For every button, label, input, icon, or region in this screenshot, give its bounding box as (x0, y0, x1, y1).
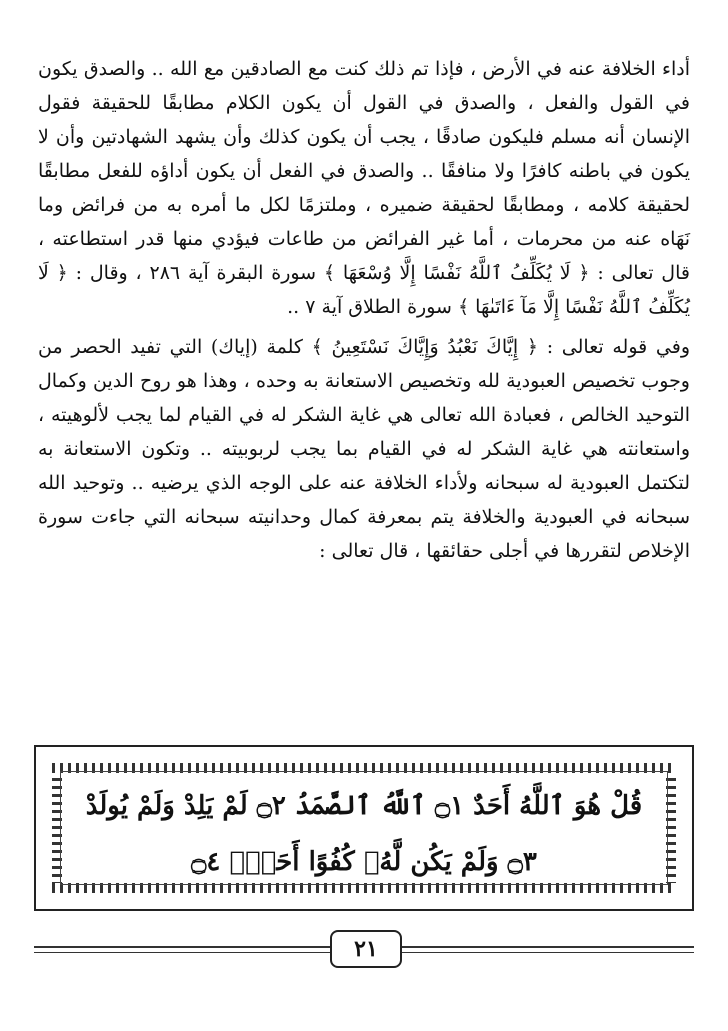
page-number: ٢١ (330, 930, 402, 968)
quran-verses: قُلْ هُوَ ٱللَّهُ أَحَدٌ ۝١ ٱللَّهُ ٱلصَّمَدُ ۝٢ لَمْ يَلِدْ وَلَمْ يُولَدْ ۝٣ وَلَمْ يَكُن لَّهُۥ كُفُوًا أَحَدٌۢ ۝٤ (60, 771, 668, 885)
body-text (38, 52, 690, 568)
paragraph-1: أداء الخلافة عنه في الأرض ، فإذا تم ذلك كنت مع الصادقين مع الله .. والصدق يكون في القول والفعل ، والصدق في القول أن يكون الكلام مطابقًا للحقيقة فقول الإنسان أنه مسلم فليكون صادقًا ، يجب أن يكون كذلك وأن يشهد الشهادتين وأن لا يكون في باطنه كافرًا ولا منافقًا .. والصدق في الفعل أن يكون أداؤه للفعل مطابقًا لحقيقة كلامه ، ومطابقًا لحقيقة ضميره ، وملتزمًا لكل ما أمره به من فرائض وما نَهَاه عنه من محرمات ، أما غير الفرائض من طاعات فيؤدي منها قدر استطاعته ، قال تعالى : ﴿ لَا يُكَلِّفُ ٱللَّهُ نَفْسًا إِلَّا وُسْعَهَا ﴾ سورة البقرة آية ٢٨٦ ، وقال : ﴿ لَا يُكَلِّفُ ٱللَّهُ نَفْسًا إِلَّا مَآ ءَاتَىٰهَا ﴾ سورة الطلاق آية ٧ .. (38, 58, 690, 318)
paragraph-2: وفي قوله تعالى : ﴿ إِيَّاكَ نَعْبُدُ وَإِيَّاكَ نَسْتَعِينُ ﴾ كلمة (إياك) التي تفيد الحصر من وجوب تخصيص العبودية لله وتخصيص الاستعانة به وحده ، وهذا هو روح الدين وكمال التوحيد الخالص ، فعبادة الله تعالى هي غاية الشكر له في القيام لما يجب لألوهيته ، واستعانته هي غاية الشكر له في القيام بما يجب لربوبيته .. وتكون الاستعانة به لتكتمل العبودية له سبحانه ولأداء الخلافة عنه على الوجه الذي يرضيه .. وتوحيد الله سبحانه في العبودية والخلافة يتم بمعرفة كمال وحدانيته سبحانه التي جاءت سورة الإخلاص لتقررها في أجلى حقائقها ، قال تعالى : (38, 336, 690, 562)
quran-verse-frame (34, 745, 694, 911)
decorative-border (42, 753, 686, 903)
